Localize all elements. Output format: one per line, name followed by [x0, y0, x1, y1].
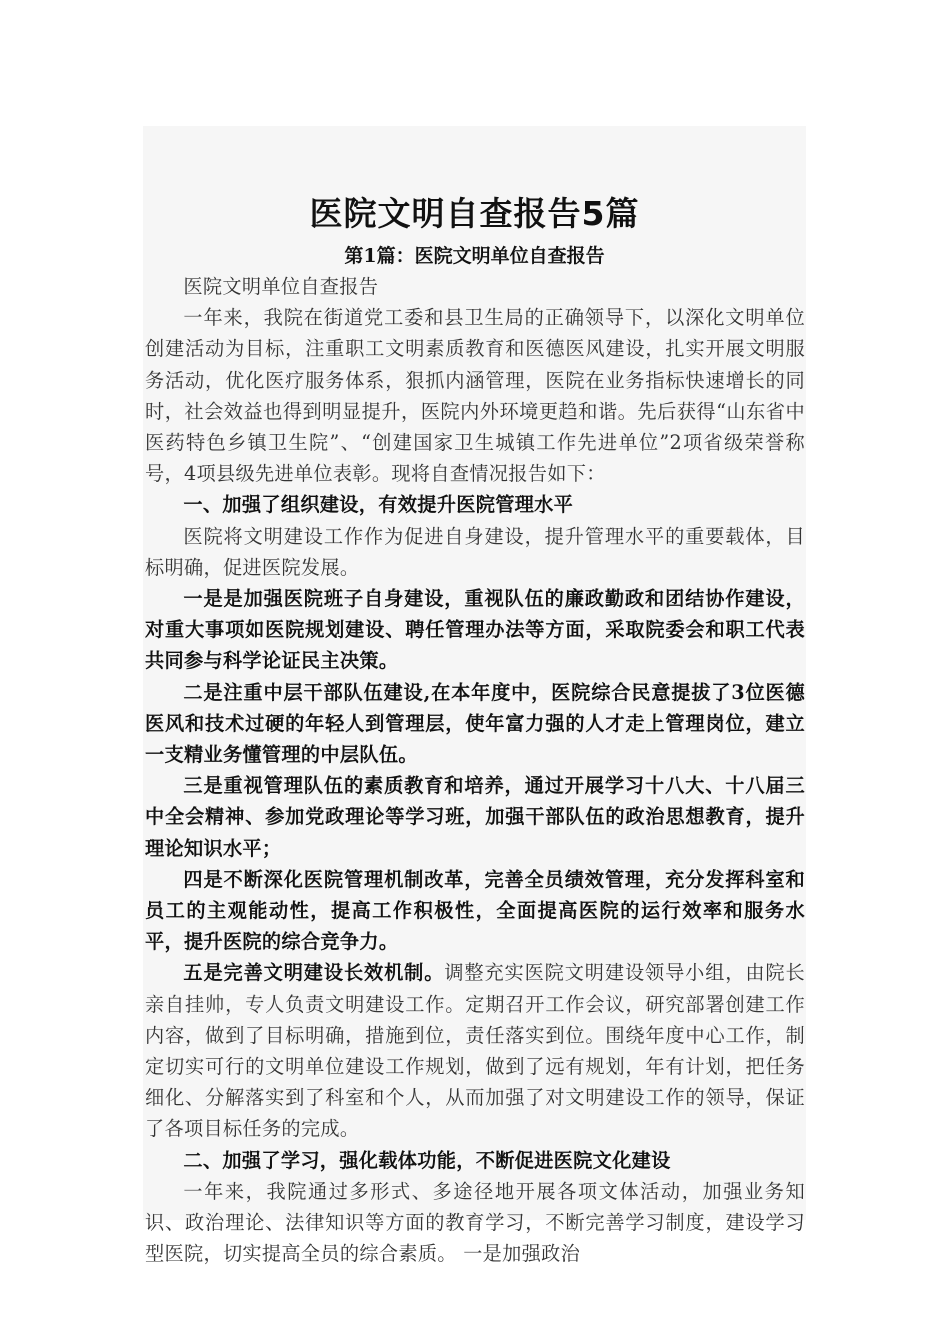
- paragraph-point-4: 四是不断深化医院管理机制改革，完善全员绩效管理，充分发挥科室和员工的主观能动性，提高工作积极性，全面提高医院的运行效率和服务水平，提升医院的综合竞争力。: [145, 867, 805, 954]
- document-page: [143, 126, 806, 1266]
- paragraph-point-2: 二是注重中层干部队伍建设,在本年度中，医院综合民意提拔了3位医德医风和技术过硬的年轻人到管理层，使年富力强的人才走上管理岗位，建立一支精业务懂管理的中层队伍。: [145, 680, 805, 767]
- paragraph-point-3: 三是重视管理队伍的素质教育和培养，通过开展学习十八大、十八届三中全会精神、参加党政理论等学习班，加强干部队伍的政治思想教育，提升理论知识水平；: [145, 774, 805, 860]
- paragraph: 医院将文明建设工作作为促进自身建设，提升管理水平的重要载体，目标明确，促进医院发展。: [145, 524, 805, 579]
- document-body: [145, 271, 805, 1270]
- paragraph-point-1: 一是是加强医院班子自身建设，重视队伍的廉政勤政和团结协作建设，对重大事项如医院规划建设、聘任管理办法等方面，采取院委会和职工代表共同参与科学论证民主决策。: [145, 587, 805, 673]
- paragraph-heading-line: 医院文明单位自查报告: [183, 275, 379, 298]
- document-title: 医院文明自查报告5篇: [309, 194, 640, 233]
- paragraph-intro: 一年来，我院在街道党工委和县卫生局的正确领导下，以深化文明单位创建活动为目标，注重职工文明素质教育和医德医风建设，扎实开展文明服务活动，优化医疗服务体系，狠抓内涵管理，医院在业务指标快速增长的同时，社会效益也得到明显提升，医院内外环境更趋和谐。先后获得“山东省中医药特色乡镇卫生院”、“创建国家卫生城镇工作先进单位”2项省级荣誉称号，4项县级先进单位表彰。现将自查情况报告如下：: [145, 306, 805, 486]
- paragraph: 一年来，我院通过多形式、多途径地开展各项文体活动，加强业务知识、政治理论、法律知识等方面的教育学习，不断完善学习制度，建设学习型医院，切实提高全员的综合素质。 一是加强政治: [145, 1179, 805, 1266]
- section-heading-1: 一、加强了组织建设，有效提升医院管理水平: [183, 493, 574, 517]
- paragraph-point-5: [145, 957, 805, 1144]
- section-heading-2: 二、加强了学习，强化载体功能，不断促进医院文化建设: [183, 1148, 671, 1172]
- document-subtitle: 第1篇：医院文明单位自查报告: [344, 245, 605, 267]
- paragraph-point-5-lead: 五是完善文明建设长效机制。: [183, 961, 445, 985]
- paragraph-point-5-text: 调整充实医院文明建设领导小组，由院长亲自挂帅，专人负责文明建设工作。定期召开工作会议，研究部署创建工作内容，做到了目标明确，措施到位，责任落实到位。围绕年度中心工作，制定切实可行的文明单位建设工作规划，做到了远有规划，年有计划，把任务细化、分解落实到了科室和个人，从而加强了对文明建设工作的领导，保证了各项目标任务的完成。: [145, 961, 805, 1141]
